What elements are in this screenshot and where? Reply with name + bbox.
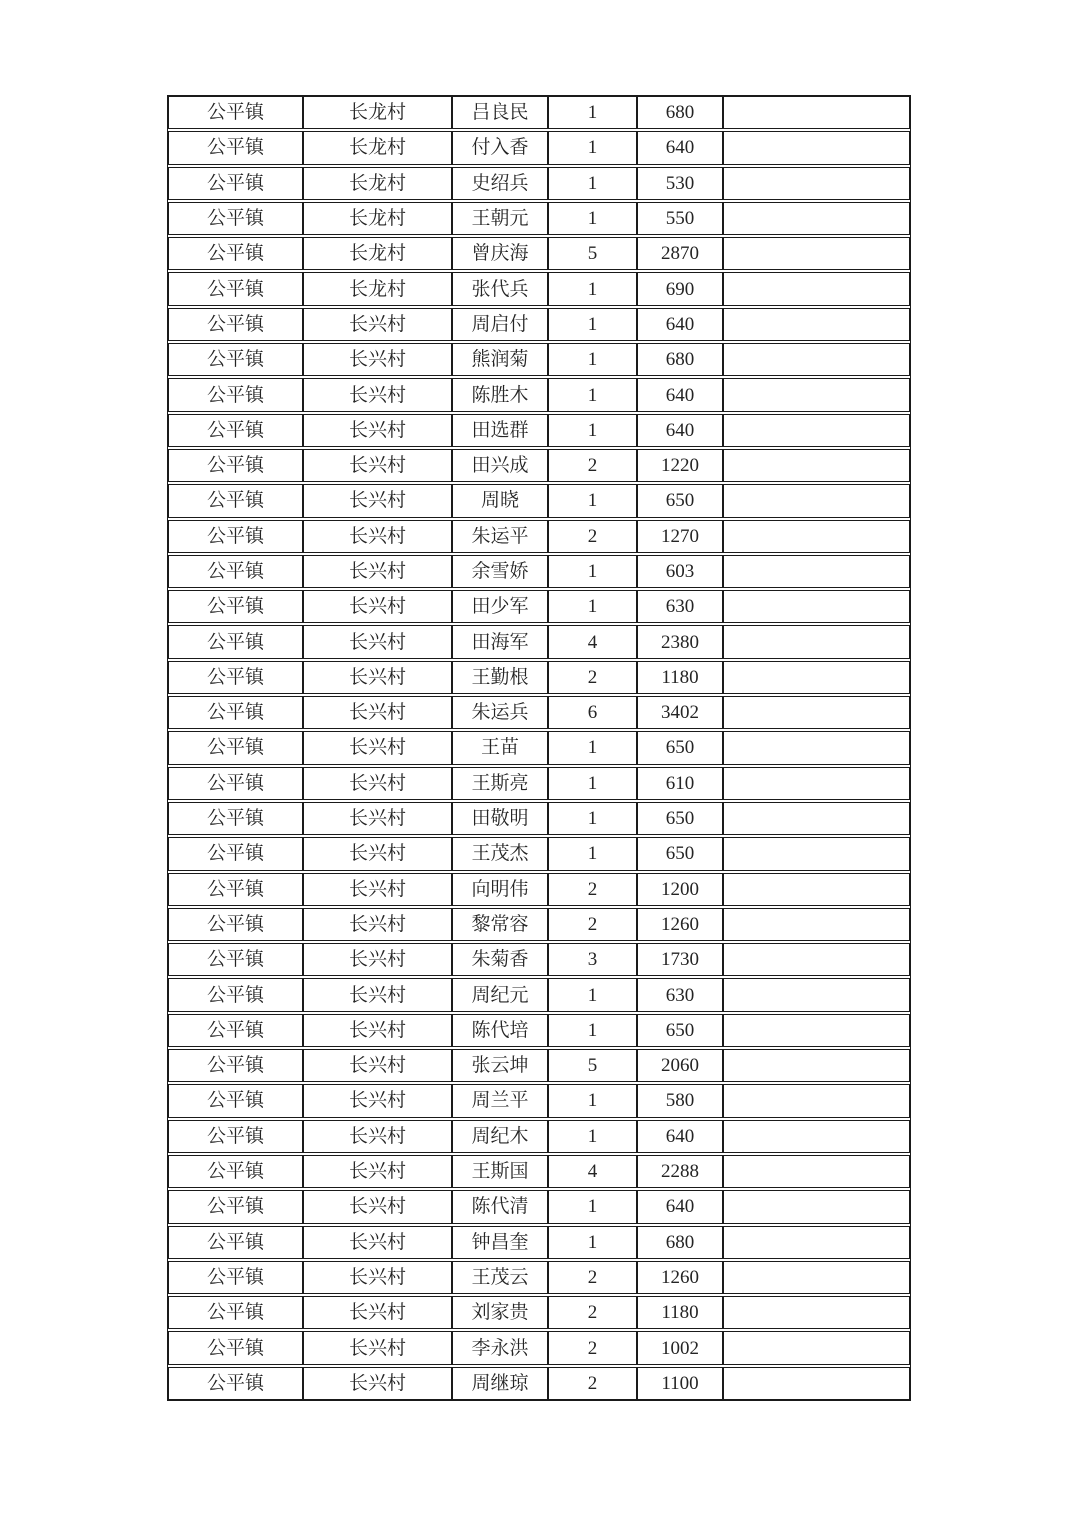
table-row [168,1014,910,1047]
cell-count: 1 [548,1120,637,1153]
cell-name: 周纪木 [452,1120,548,1153]
cell-count: 1 [548,767,637,800]
cell-name: 向明伟 [452,873,548,906]
cell-amount: 2380 [637,625,723,658]
cell-town: 公平镇 [168,1331,303,1364]
cell-count: 1 [548,802,637,835]
cell-village: 长兴村 [303,1190,452,1223]
cell-town: 公平镇 [168,378,303,411]
cell-village: 长兴村 [303,414,452,447]
cell-note [723,414,910,447]
table-row [168,696,910,729]
cell-name: 朱运平 [452,520,548,553]
table-row [168,414,910,447]
cell-village: 长兴村 [303,943,452,976]
cell-name: 周晓 [452,484,548,517]
cell-town: 公平镇 [168,1014,303,1047]
cell-amount: 2060 [637,1049,723,1082]
cell-note [723,237,910,270]
table-row [168,802,910,835]
cell-note [723,731,910,764]
cell-amount: 680 [637,343,723,376]
cell-town: 公平镇 [168,802,303,835]
cell-name: 周启付 [452,308,548,341]
cell-name: 付入香 [452,131,548,164]
cell-amount: 640 [637,131,723,164]
cell-name: 田海军 [452,625,548,658]
cell-town: 公平镇 [168,590,303,623]
cell-village: 长兴村 [303,484,452,517]
cell-count: 1 [548,555,637,588]
table-row [168,590,910,623]
cell-amount: 630 [637,978,723,1011]
cell-count: 2 [548,1331,637,1364]
cell-count: 1 [548,414,637,447]
cell-count: 2 [548,1296,637,1329]
cell-note [723,520,910,553]
cell-amount: 640 [637,414,723,447]
cell-note [723,802,910,835]
cell-amount: 1270 [637,520,723,553]
cell-note [723,343,910,376]
cell-village: 长兴村 [303,1367,452,1400]
cell-name: 陈胜木 [452,378,548,411]
cell-name: 王朝元 [452,202,548,235]
cell-amount: 640 [637,1120,723,1153]
table-row [168,1226,910,1259]
cell-count: 1 [548,1014,637,1047]
table-row [168,555,910,588]
cell-note [723,978,910,1011]
cell-village: 长兴村 [303,449,452,482]
cell-note [723,1120,910,1153]
cell-town: 公平镇 [168,908,303,941]
cell-name: 朱菊香 [452,943,548,976]
cell-town: 公平镇 [168,1155,303,1188]
cell-name: 刘家贵 [452,1296,548,1329]
cell-name: 李永洪 [452,1331,548,1364]
table-row [168,978,910,1011]
cell-note [723,96,910,129]
cell-village: 长兴村 [303,802,452,835]
cell-town: 公平镇 [168,131,303,164]
cell-name: 田少军 [452,590,548,623]
cell-count: 1 [548,1226,637,1259]
cell-note [723,131,910,164]
cell-town: 公平镇 [168,1367,303,1400]
cell-village: 长龙村 [303,272,452,305]
table-row [168,837,910,870]
cell-village: 长龙村 [303,131,452,164]
cell-town: 公平镇 [168,943,303,976]
table-row [168,131,910,164]
cell-count: 1 [548,731,637,764]
table-row [168,625,910,658]
cell-count: 1 [548,131,637,164]
cell-note [723,767,910,800]
cell-count: 4 [548,1155,637,1188]
cell-town: 公平镇 [168,555,303,588]
table-row [168,237,910,270]
cell-note [723,1261,910,1294]
cell-town: 公平镇 [168,343,303,376]
cell-count: 2 [548,908,637,941]
cell-name: 田选群 [452,414,548,447]
cell-town: 公平镇 [168,1296,303,1329]
cell-town: 公平镇 [168,237,303,270]
cell-count: 2 [548,661,637,694]
cell-amount: 650 [637,1014,723,1047]
table-row [168,378,910,411]
cell-amount: 610 [637,767,723,800]
cell-note [723,167,910,200]
cell-town: 公平镇 [168,484,303,517]
cell-name: 余雪娇 [452,555,548,588]
cell-note [723,943,910,976]
cell-count: 1 [548,1190,637,1223]
cell-town: 公平镇 [168,96,303,129]
cell-count: 2 [548,873,637,906]
cell-town: 公平镇 [168,308,303,341]
cell-village: 长兴村 [303,1014,452,1047]
cell-amount: 640 [637,1190,723,1223]
cell-name: 陈代培 [452,1014,548,1047]
cell-town: 公平镇 [168,1190,303,1223]
cell-note [723,378,910,411]
cell-name: 史绍兵 [452,167,548,200]
cell-note [723,449,910,482]
cell-village: 长兴村 [303,1120,452,1153]
cell-amount: 3402 [637,696,723,729]
cell-village: 长兴村 [303,837,452,870]
cell-name: 田敬明 [452,802,548,835]
cell-town: 公平镇 [168,1049,303,1082]
cell-count: 3 [548,943,637,976]
cell-amount: 680 [637,96,723,129]
cell-note [723,1296,910,1329]
cell-village: 长兴村 [303,590,452,623]
cell-count: 2 [548,520,637,553]
cell-amount: 650 [637,837,723,870]
cell-count: 1 [548,202,637,235]
cell-amount: 650 [637,484,723,517]
cell-village: 长兴村 [303,1226,452,1259]
cell-note [723,873,910,906]
cell-note [723,1226,910,1259]
cell-town: 公平镇 [168,202,303,235]
cell-name: 王斯国 [452,1155,548,1188]
cell-name: 熊润菊 [452,343,548,376]
cell-count: 2 [548,449,637,482]
cell-village: 长龙村 [303,96,452,129]
cell-town: 公平镇 [168,873,303,906]
table-row [168,731,910,764]
cell-count: 1 [548,167,637,200]
cell-name: 钟昌奎 [452,1226,548,1259]
table-row [168,343,910,376]
cell-village: 长龙村 [303,237,452,270]
cell-amount: 630 [637,590,723,623]
cell-town: 公平镇 [168,272,303,305]
cell-amount: 640 [637,308,723,341]
cell-name: 吕良民 [452,96,548,129]
cell-village: 长兴村 [303,308,452,341]
cell-name: 周兰平 [452,1084,548,1117]
cell-note [723,1367,910,1400]
cell-note [723,696,910,729]
cell-count: 1 [548,590,637,623]
cell-amount: 650 [637,802,723,835]
cell-town: 公平镇 [168,1226,303,1259]
cell-village: 长兴村 [303,378,452,411]
cell-note [723,1155,910,1188]
cell-name: 黎常容 [452,908,548,941]
cell-town: 公平镇 [168,520,303,553]
cell-town: 公平镇 [168,767,303,800]
cell-name: 曾庆海 [452,237,548,270]
cell-name: 王勤根 [452,661,548,694]
cell-village: 长兴村 [303,696,452,729]
table-row [168,1084,910,1117]
cell-amount: 2288 [637,1155,723,1188]
cell-village: 长兴村 [303,1331,452,1364]
cell-amount: 580 [637,1084,723,1117]
cell-village: 长兴村 [303,625,452,658]
cell-count: 4 [548,625,637,658]
table-row [168,767,910,800]
cell-village: 长兴村 [303,661,452,694]
cell-village: 长兴村 [303,520,452,553]
cell-amount: 1002 [637,1331,723,1364]
cell-village: 长兴村 [303,731,452,764]
table-row [168,1261,910,1294]
table-row [168,449,910,482]
cell-town: 公平镇 [168,1084,303,1117]
cell-note [723,837,910,870]
table-row [168,202,910,235]
cell-town: 公平镇 [168,1261,303,1294]
cell-note [723,625,910,658]
cell-name: 田兴成 [452,449,548,482]
cell-amount: 1730 [637,943,723,976]
cell-village: 长龙村 [303,202,452,235]
cell-village: 长兴村 [303,767,452,800]
cell-note [723,308,910,341]
cell-count: 2 [548,1367,637,1400]
cell-amount: 680 [637,1226,723,1259]
cell-amount: 1200 [637,873,723,906]
cell-note [723,272,910,305]
cell-amount: 1100 [637,1367,723,1400]
cell-count: 1 [548,96,637,129]
table-row [168,308,910,341]
cell-amount: 1180 [637,1296,723,1329]
cell-town: 公平镇 [168,414,303,447]
cell-note [723,590,910,623]
cell-count: 1 [548,272,637,305]
cell-note [723,1190,910,1223]
cell-town: 公平镇 [168,731,303,764]
cell-count: 1 [548,308,637,341]
cell-note [723,1014,910,1047]
cell-town: 公平镇 [168,167,303,200]
table-row [168,1120,910,1153]
cell-name: 张代兵 [452,272,548,305]
cell-town: 公平镇 [168,978,303,1011]
cell-village: 长兴村 [303,908,452,941]
table-row [168,661,910,694]
cell-amount: 1260 [637,908,723,941]
table-row [168,873,910,906]
cell-town: 公平镇 [168,1120,303,1153]
cell-note [723,1049,910,1082]
cell-amount: 550 [637,202,723,235]
table-row [168,1331,910,1364]
cell-amount: 603 [637,555,723,588]
cell-count: 1 [548,837,637,870]
table-row [168,1049,910,1082]
cell-name: 王斯亮 [452,767,548,800]
cell-village: 长龙村 [303,167,452,200]
cell-town: 公平镇 [168,837,303,870]
cell-count: 1 [548,484,637,517]
table-row [168,1155,910,1188]
cell-village: 长兴村 [303,1084,452,1117]
cell-amount: 640 [637,378,723,411]
table-row [168,272,910,305]
cell-town: 公平镇 [168,625,303,658]
cell-village: 长兴村 [303,1296,452,1329]
table-row [168,520,910,553]
cell-amount: 2870 [637,237,723,270]
cell-village: 长兴村 [303,1261,452,1294]
cell-note [723,661,910,694]
cell-amount: 1220 [637,449,723,482]
table-row [168,943,910,976]
cell-count: 5 [548,237,637,270]
cell-count: 2 [548,1261,637,1294]
table-row [168,96,910,129]
cell-amount: 650 [637,731,723,764]
table-row [168,167,910,200]
cell-amount: 1180 [637,661,723,694]
cell-village: 长兴村 [303,1049,452,1082]
cell-name: 王茂杰 [452,837,548,870]
cell-note [723,1331,910,1364]
cell-town: 公平镇 [168,449,303,482]
table-row [168,908,910,941]
cell-note [723,202,910,235]
cell-amount: 690 [637,272,723,305]
cell-village: 长兴村 [303,978,452,1011]
cell-name: 张云坤 [452,1049,548,1082]
cell-count: 5 [548,1049,637,1082]
cell-count: 1 [548,343,637,376]
cell-note [723,908,910,941]
cell-village: 长兴村 [303,873,452,906]
cell-count: 1 [548,978,637,1011]
table-row [168,1190,910,1223]
cell-name: 周纪元 [452,978,548,1011]
cell-town: 公平镇 [168,661,303,694]
cell-name: 王茂云 [452,1261,548,1294]
cell-note [723,484,910,517]
cell-count: 1 [548,378,637,411]
cell-village: 长兴村 [303,555,452,588]
cell-town: 公平镇 [168,696,303,729]
records-table [167,95,911,1401]
cell-count: 1 [548,1084,637,1117]
cell-village: 长兴村 [303,343,452,376]
table-row [168,1296,910,1329]
cell-village: 长兴村 [303,1155,452,1188]
cell-amount: 530 [637,167,723,200]
cell-name: 王苗 [452,731,548,764]
cell-name: 陈代清 [452,1190,548,1223]
table-row [168,484,910,517]
cell-name: 周继琼 [452,1367,548,1400]
cell-note [723,555,910,588]
cell-name: 朱运兵 [452,696,548,729]
cell-note [723,1084,910,1117]
cell-count: 6 [548,696,637,729]
cell-amount: 1260 [637,1261,723,1294]
table-row [168,1367,910,1400]
